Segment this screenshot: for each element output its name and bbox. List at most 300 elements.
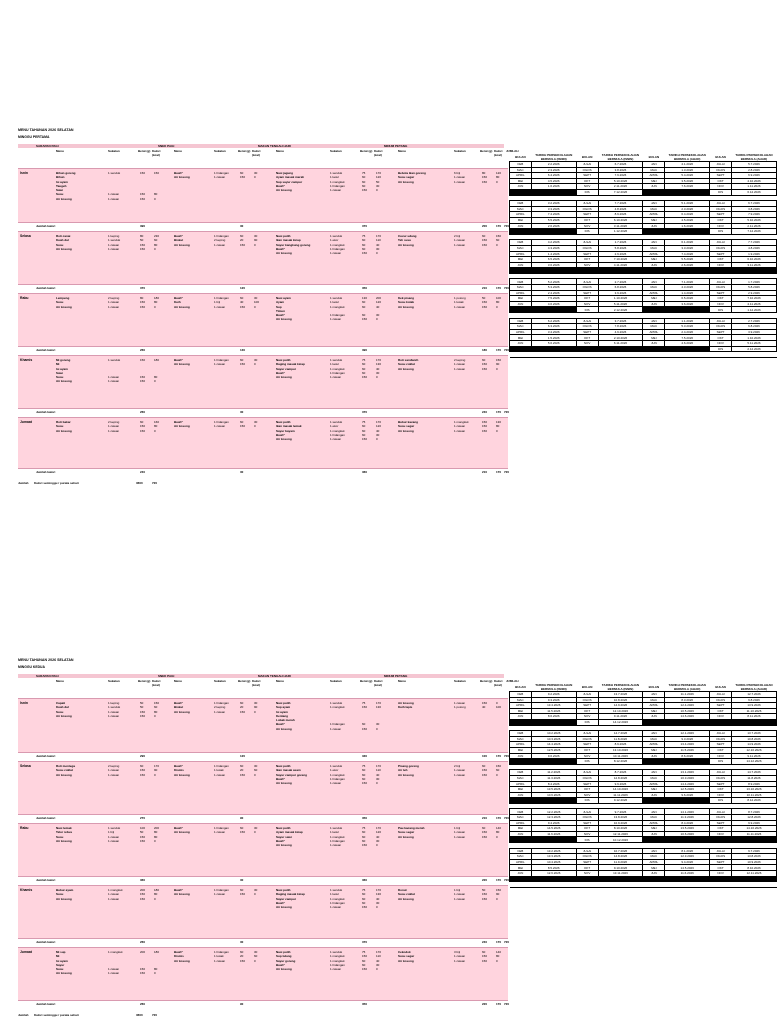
dates-cell: 3.11.2026 [598,223,643,229]
dates-cell: 10.3.2026 [531,736,576,742]
sarapan-cell: Bubur ayam Susu Air kosong [56,888,74,901]
dates-cell: 4.1.2026 [665,162,710,168]
dates-cell: OKT [710,296,732,302]
column-header: Kalori (kcal) [494,149,503,157]
day-total-row [18,408,508,417]
total-value: 170 [496,878,502,882]
dates-cell: MEI [510,296,532,302]
dates-cell: APRIL [510,781,532,787]
sarapan-cell: 180 80 0 [154,950,160,976]
snek-cell: Buah* Air kosong [174,171,190,180]
total-value: 720 [504,470,510,474]
total-value: 720 [504,1002,510,1006]
dates-cell: DIS [576,798,598,804]
dates-cell: 8.10.2026 [598,826,643,832]
snek-cell: 1 hidangan 1 cawan [214,171,229,180]
column-header: JUMLAH [506,149,519,153]
dates-cell: OGOS [710,815,732,821]
total-label: Jumlah kalori [36,286,56,290]
dates-cell: OGOS [576,815,598,821]
tengahari-cell: 1 senduk 1 mangkuk 1 hidangan 1 cawan [330,701,345,731]
section-label: MINUM PETANG [384,674,408,678]
dates-cell: 9.12.2026 [598,798,643,804]
dates-cell: 14.6.2026 [665,714,710,720]
dates-cell: MAC [510,775,532,781]
dates-cell: JAN [643,692,665,698]
dates-cell: 14.10.2026 [598,787,643,793]
day-total-row [18,752,508,761]
sarapan-cell: 160 80 0 [154,420,160,433]
dates-cell: 2.9.2026 [731,290,776,296]
dates-cell: 7.5.2026 [665,335,710,341]
tengahari-cell: 1 senduk 1 ketul 1 mangkuk 1 hidangan 1 cawan [330,888,345,910]
dates-cell: 3.8.2026 [731,206,776,212]
dates-cell: SEPT [576,290,598,296]
dates-cell: JUN [510,792,532,798]
column-header: Berat (g) [238,149,251,153]
dates-cell: 6.5.2026 [665,296,710,302]
dates-cell [510,882,532,888]
dates-cell: 10.8.2026 [731,736,776,742]
total-value: 720 [504,410,510,414]
dates-cell: 5.3.2026 [531,285,576,291]
dates-column-header: BULAN [581,684,593,689]
dates-cell: SEPT [710,703,732,709]
dates-cell: MEI [510,747,532,753]
dates-cell: 13.2.2026 [531,848,576,854]
dates-cell: 13.8.2026 [598,815,643,821]
dates-cell: MEI [510,335,532,341]
dates-cell: OKT [576,865,598,871]
dates-cell: FEB [510,201,532,207]
dates-cell: SEPT [710,290,732,296]
petang-cell: Air kosong Kuih lapis [398,701,414,710]
total-label: Jumlah kalori [36,878,56,882]
total-value: 220 [482,878,488,882]
dates-cell: 12.11.2026 [598,831,643,837]
dates-cell: 13.5.2026 [665,826,710,832]
dates-cell: 6.10.2026 [598,217,643,223]
total-value: 240 [482,410,488,414]
dates-cell: JULAI [576,731,598,737]
dates-cell: 1.11.2026 [731,184,776,190]
dates-cell: OKT [576,257,598,263]
column-header: Menu [174,149,182,153]
snek-cell: 60 20 150 [240,764,246,777]
grid-header [18,674,519,698]
sarapan-cell: 1 senduk 1 biji 1 cawan 1 cawan [108,826,121,843]
dates-cell: MAC [643,285,665,291]
dates-cell: APRIL [643,290,665,296]
dates-cell: APRIL [510,859,532,865]
tengahari-cell: 200 120 40 30 0 [376,296,382,322]
tengahari-cell: Nasi putih Daging masak kicap Sayur campur Buah* Air kosong [276,888,305,910]
snek-cell: Buah* Biskut Air kosong [174,234,190,247]
dates-cell: DIS [710,189,732,195]
dates-cell [665,882,710,888]
column-header: JUMLAH [506,679,519,683]
dates-cell: JUN [510,831,532,837]
column-header: Sukatan [454,679,466,683]
dates-cell: OGOS [710,206,732,212]
total-label: Jumlah kalori [36,348,56,352]
tengahari-cell: 1 senduk 1 ekor 1 mangkuk 1 hidangan 1 cawan [330,764,345,786]
total-value: 220 [482,1002,488,1006]
dates-cell: OKT [576,296,598,302]
dates-cell: OKT [576,178,598,184]
day-row [18,947,508,1000]
total-label: Jumlah kalori [36,224,56,228]
tengahari-cell: 75 60 60 60 150 [362,888,368,910]
dates-cell: SEPT [710,859,732,865]
dates-cell: 6.1.2026 [665,240,710,246]
dates-cell: MEI [643,826,665,832]
dates-cell: 7.7.2026 [598,201,643,207]
snek-cell: 60 150 [240,171,246,180]
dates-cell: OKT [576,335,598,341]
dates-cell: APRIL [510,173,532,179]
tengahari-cell: Nasi putih Ikan masak kicap Sayur kangkung goreng Buah* Air kosong [276,234,311,256]
dates-cell: OKT [710,178,732,184]
dates-cell: APRIL [510,703,532,709]
dates-cell: FEB [510,162,532,168]
dates-cell: 4.6.2026 [665,341,710,347]
column-header: Berat (g) [138,679,151,683]
petang-cell: 120 80 0 [496,171,502,184]
sarapan-cell: 1 mangkuk 1 cawan 1 cawan [108,950,123,976]
dates-cell: 8.6.2026 [531,714,576,720]
dates-cell: APRIL [510,329,532,335]
tengahari-cell: 75 60 60 60 150 [362,826,368,848]
dates-cell: 10.8.2026 [598,697,643,703]
sarapan-cell: 150 60 80 0 [154,701,160,718]
dates-cell: 13.4.2026 [531,703,576,709]
dates-cell: JULAI [710,201,732,207]
snek-cell: 1 hidangan 1 biji 1 cawan [214,296,229,309]
dates-cell: MEI [643,335,665,341]
dates-cell: 4.3.2026 [665,285,710,291]
day-name: Rabu [20,296,29,300]
dates-cell: NOV [710,753,732,759]
dates-cell: 2.4.2026 [531,290,576,296]
dates-cell: 2.9.2026 [598,251,643,257]
day-row [18,823,508,876]
sarapan-cell: 170 90 0 [154,764,160,777]
tengahari-cell: 130 60 60 60 150 [362,296,368,322]
petang-cell: Pisang goreng Air teh Air kosong [398,764,419,777]
dates-cell: 10.11.2026 [731,792,776,798]
tengahari-cell: 1 senduk 1 ketul 1 mangkuk 1 hidangan 1 cawan [330,358,345,380]
total-value: 30 [240,940,244,944]
dates-cell: FEB [510,279,532,285]
dates-cell: MEI [643,217,665,223]
dates-cell: OGOS [576,285,598,291]
dates-cell: SEPT [710,173,732,179]
dates-cell: MEI [510,865,532,871]
dates-column-header: TARIKH PERSEKOLAHAN BERMULA (ISNIN) [535,683,573,691]
dates-cell [710,352,732,358]
day-row [18,355,508,408]
tengahari-cell: 1 senduk 1 ketul 1 mangkuk 1 hidangan 1 cawan [330,826,345,848]
dates-cell: APRIL [643,173,665,179]
dates-cell: MAC [510,736,532,742]
total-value: 360 [362,878,368,882]
dates-cell: 9.4.2026 [531,820,576,826]
dates-cell: SEPT [576,329,598,335]
dates-cell [598,882,643,888]
dates-cell [598,352,643,358]
section-label: SARAPAN PAGI [36,144,59,148]
petang-cell: 100 80 0 [496,296,502,309]
dates-cell: DIS [710,759,732,765]
dates-cell: MAC [510,245,532,251]
total-value: 90 [240,816,244,820]
dates-cell: 8.4.2026 [531,781,576,787]
dates-cell: JAN [643,809,665,815]
dates-cell: 1.5.2026 [531,335,576,341]
dates-cell: JULAI [576,848,598,854]
dates-cell: 7.10.2026 [598,257,643,263]
total-value: 120 [240,754,246,758]
total-value: 170 [496,940,502,944]
dates-cell: 14.12.2026 [731,759,776,765]
sheet-subtitle: MINGGU PERTAMA [18,135,50,139]
dates-cell: JULAI [710,770,732,776]
dates-cell: 3.3.2026 [665,245,710,251]
petang-cell: Cucur udang Teh susu Air kosong [398,234,417,247]
snek-cell: 30 0 [254,420,258,429]
dates-cell: JUN [510,341,532,347]
dates-cell: 11.1.2026 [665,692,710,698]
dates-cell: 5.5.2026 [665,257,710,263]
dates-cell: APRIL [643,212,665,218]
dates-cell: 11.11.2026 [598,792,643,798]
sarapan-cell: 180 80 0 [154,888,160,901]
dates-cell: JAN [643,848,665,854]
dates-cell: OGOS [710,775,732,781]
dates-cell: 14.4.2026 [665,781,710,787]
tengahari-cell: 170 130 40 30 0 [376,358,382,380]
dates-cell: 7.6.2026 [665,184,710,190]
dates-cell: MAC [643,167,665,173]
tengahari-cell: 75 150 60 60 150 [362,950,368,972]
dates-cell: MEI [510,708,532,714]
dates-cell: 11.5.2026 [665,747,710,753]
dates-cell: MEI [510,826,532,832]
dates-cell: JUN [643,792,665,798]
snek-cell: 60 150 [240,420,246,429]
dates-cell: NOV [576,184,598,190]
sarapan-cell: 80 50 150 150 [140,234,146,251]
dates-cell: 7.12.2026 [598,189,643,195]
sarapan-cell: 180 80 0 [154,358,160,384]
sarapan-cell: 2 keping 1 cawan 1 cawan [108,296,120,309]
dates-cell: DIS [576,759,598,765]
petang-cell: 150 60 0 [496,764,502,777]
dates-cell: FEB [510,318,532,324]
dates-cell: 11.9.2026 [598,859,643,865]
dates-cell: 8.12.2026 [598,759,643,765]
tengahari-cell: 75 60 60 60 150 [362,420,368,442]
dates-cell: 7.5.2026 [531,296,576,302]
tengahari-cell: 170 120 40 30 0 [376,826,382,848]
section-label: SNEK PAGI [158,144,175,148]
total-value: 360 [362,470,368,474]
tengahari-cell: 1 senduk 1 mangkuk 1 mangkuk 1 hidangan 1 cawan [330,950,345,972]
dates-cell: NOV [710,831,732,837]
dates-cell: OKT [576,747,598,753]
tengahari-cell: 170 130 30 0 [376,701,382,731]
dates-cell: OGOS [576,245,598,251]
dates-cell: 9.6.2026 [531,753,576,759]
dates-cell: OKT [710,787,732,793]
dates-cell: APRIL [510,820,532,826]
sarapan-cell: 150 150 150 [140,358,146,384]
tengahari-cell: 75 60 60 60 150 [362,764,368,786]
dates-cell: 14.7.2026 [731,770,776,776]
dates-cell: 3.9.2026 [598,290,643,296]
dates-cell: MEI [510,178,532,184]
dates-cell: 1.10.2026 [598,296,643,302]
dates-cell: 8.1.2026 [665,848,710,854]
total-value: 210 [482,470,488,474]
dates-cell: 6.10.2026 [731,257,776,263]
dates-cell: NOV [576,341,598,347]
dates-cell: 2.6.2026 [665,262,710,268]
dates-cell: SEPT [710,820,732,826]
dates-cell: 4.3.2026 [531,245,576,251]
dates-cell: 13.7.2026 [598,692,643,698]
total-label: Jumlah kalori [36,816,56,820]
dates-cell: 6.4.2026 [531,173,576,179]
petang-cell: 1 biji 1 cawan 1 cawan [454,826,466,839]
dates-cell: OGOS [576,697,598,703]
dates-cell: JUN [510,714,532,720]
dates-cell: 2.12.2026 [598,307,643,313]
dates-cell: MAC [643,324,665,330]
day-row [18,761,508,814]
petang-cell: 2 biji 1 cawan 1 cawan [454,234,466,247]
dates-cell: JAN [643,770,665,776]
petang-cell: 150 40 [482,701,488,710]
dates-cell: OGOS [576,206,598,212]
dates-cell: 10.12.2026 [598,837,643,843]
column-header: Menu [174,679,182,683]
dates-cell: 6.8.2026 [731,324,776,330]
dates-cell: JULAI [576,201,598,207]
dates-cell [531,352,576,358]
dates-cell: 2.12.2026 [731,346,776,352]
petang-cell: 80 150 150 [482,171,488,184]
total-value: 210 [482,286,488,290]
dates-cell [576,882,598,888]
dates-cell: NOV [576,301,598,307]
dates-cell: 10.5.2026 [665,708,710,714]
tengahari-cell: 1 senduk 1 ketul 1 mangkuk 1 hidangan 1 cawan [330,171,345,193]
petang-cell: 60 150 150 [482,764,488,777]
dates-column-header: BULAN [515,684,526,689]
dates-cell: 7.9.2026 [731,212,776,218]
day-row [18,231,508,284]
dates-cell: 13.9.2026 [731,703,776,709]
column-header: Menu [276,149,284,153]
dates-cell: OGOS [710,167,732,173]
dates-cell: 4.11.2026 [731,301,776,307]
dates-column-header: BULAN [515,154,526,159]
dates-cell: 1.6.2026 [665,223,710,229]
dates-cell: 11.3.2026 [665,815,710,821]
petang-cell: 150 150 150 [482,420,488,433]
dates-cell: 8.9.2026 [731,781,776,787]
dates-cell: 3.9.2026 [731,329,776,335]
dates-cell: APRIL [643,859,665,865]
snek-cell: 1 hidangan 2 keping 1 cawan [214,234,229,247]
snek-cell: Buah* Kismis Air kosong [174,764,190,777]
dates-cell: JULAI [710,279,732,285]
column-header: Kalori (kcal) [252,149,261,157]
dates-cell: 5.8.2026 [731,285,776,291]
total-label: Jumlah kalori [36,754,56,758]
day-row [18,168,508,222]
dates-cell: MAC [510,285,532,291]
total-value: 170 [496,286,502,290]
petang-cell: 1 mangkuk 1 cawan 1 cawan [454,420,469,433]
total-value: 270 [140,816,146,820]
dates-cell: MEI [643,257,665,263]
dates-cell: 11.6.2026 [531,831,576,837]
sheet-title: MENU TAHUNAN 2026 SELATAN [18,128,74,132]
dates-cell: NOV [576,871,598,877]
dates-cell: 1.7.2026 [731,279,776,285]
sarapan-cell: Roti bakar Susu Air kosong [56,420,72,433]
dates-cell: FEB [510,848,532,854]
column-header: Berat (g) [480,679,493,683]
snek-cell: 30 90 0 [254,701,258,714]
dates-cell: 14.5.2026 [665,865,710,871]
dates-cell: 6.12.2026 [731,189,776,195]
dates-cell [731,352,776,358]
dates-cell: 4.2.2026 [531,240,576,246]
sarapan-cell: 100 50 150 150 [140,826,146,843]
section-label: MINUM PETANG [384,144,408,148]
snek-cell: Buah* Air kosong [174,826,190,835]
petang-cell: 0 100 [496,701,502,710]
snek-cell: Buah* Biskut Air kosong [174,701,190,714]
dates-cell: JULAI [576,692,598,698]
dates-cell: NOV [576,753,598,759]
dates-cell: JAN [643,318,665,324]
dates-cell: MAC [643,697,665,703]
dates-cell: 2.3.2026 [531,167,576,173]
snek-cell: 30 0 [254,171,258,180]
dates-cell: 14.5.2026 [531,826,576,832]
day-total-row [18,222,508,231]
dates-cell: NOV [710,341,732,347]
dates-cell: NOV [576,262,598,268]
sarapan-cell: 1 keping 1 senduk 1 cawan 1 cawan [108,234,121,251]
dates-cell: 14.10.2026 [731,826,776,832]
dates-cell: OKT [710,747,732,753]
dates-cell: 8.10.2026 [731,865,776,871]
column-header: Sukatan [214,679,226,683]
menu-sheet [18,128,778,485]
petang-cell: Donut Susu coklat Air kosong [398,888,415,901]
snek-cell: 30 60 0 [254,764,258,777]
day-name: Khamis [20,888,33,892]
dates-cell: 9.3.2026 [531,697,576,703]
tengahari-cell: Nasi jagung Ayam masak merah Sup sayur campur Buah* Air kosong [276,171,305,193]
dates-header-row [510,684,777,692]
